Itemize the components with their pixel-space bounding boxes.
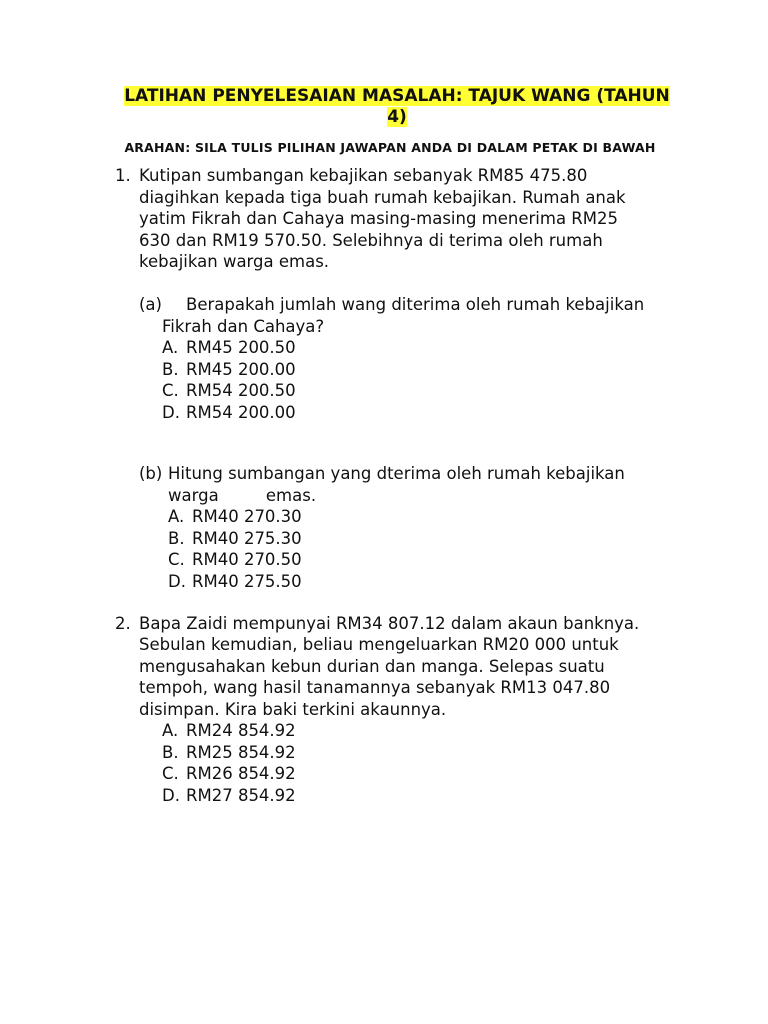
option-letter: D. [162, 786, 180, 805]
part-text-line: Hitung sumbangan yang dterima oleh rumah kebajikan [168, 464, 625, 483]
part-label: (b) [139, 464, 163, 483]
title-line-2: 4) [387, 107, 407, 127]
question-text-line: Bapa Zaidi mempunyai RM34 807.12 dalam akaun banknya. [139, 614, 640, 633]
part-text-line: Fikrah dan Cahaya? [162, 317, 325, 336]
question-text-line: mengusahakan kebun durian dan manga. Selepas suatu [139, 657, 605, 676]
part-text-line: Berapakah jumlah wang diterima oleh rumah kebajikan [186, 295, 645, 314]
option-letter: B. [162, 360, 179, 379]
option-text: RM24 854.92 [186, 721, 296, 740]
option-letter: A. [162, 721, 179, 740]
question-text-line: Sebulan kemudian, beliau mengeluarkan RM20 000 untuk [139, 635, 619, 654]
option-text: RM40 270.30 [192, 507, 302, 526]
question-text-line: 630 dan RM19 570.50. Selebihnya di terima oleh rumah [139, 231, 603, 250]
option-letter: B. [168, 529, 185, 548]
part-label: (a) [139, 295, 162, 314]
option-text: RM27 854.92 [186, 786, 296, 805]
option-text: RM26 854.92 [186, 764, 296, 783]
option-text: RM40 275.50 [192, 572, 302, 591]
option-text: RM45 200.50 [186, 338, 296, 357]
question-text-line: diagihkan kepada tiga buah rumah kebajikan. Rumah anak [139, 188, 626, 207]
title-line-1: LATIHAN PENYELESAIAN MASALAH: TAJUK WANG (TAHUN [124, 86, 670, 106]
option-letter: A. [168, 507, 185, 526]
question-text-line: kebajikan warga emas. [139, 252, 330, 271]
question-text-line: disimpan. Kira baki terkini akaunnya. [139, 700, 447, 719]
option-text: RM45 200.00 [186, 360, 296, 379]
question-text-line: yatim Fikrah dan Cahaya masing-masing menerima RM25 [139, 209, 618, 228]
question-text-line: Kutipan sumbangan kebajikan sebanyak RM85 475.80 [139, 166, 588, 185]
option-text: RM40 270.50 [192, 550, 302, 569]
option-letter: C. [168, 550, 185, 569]
option-letter: C. [162, 764, 179, 783]
instruction-text: ARAHAN: SILA TULIS PILIHAN JAWAPAN ANDA DI DALAM PETAK DI BAWAH [124, 140, 656, 155]
option-letter: B. [162, 743, 179, 762]
document-title [100, 86, 694, 128]
option-text: RM40 275.30 [192, 529, 302, 548]
option-letter: D. [168, 572, 186, 591]
option-text: RM54 200.50 [186, 381, 296, 400]
option-letter: D. [162, 403, 180, 422]
option-text: RM54 200.00 [186, 403, 296, 422]
part-text-line: warga emas. [168, 486, 317, 505]
question-text-line: tempoh, wang hasil tanamannya sebanyak RM13 047.80 [139, 678, 611, 697]
question-number: 2. [115, 614, 131, 633]
question-number: 1. [115, 166, 131, 185]
option-text: RM25 854.92 [186, 743, 296, 762]
option-letter: A. [162, 338, 179, 357]
option-letter: C. [162, 381, 179, 400]
